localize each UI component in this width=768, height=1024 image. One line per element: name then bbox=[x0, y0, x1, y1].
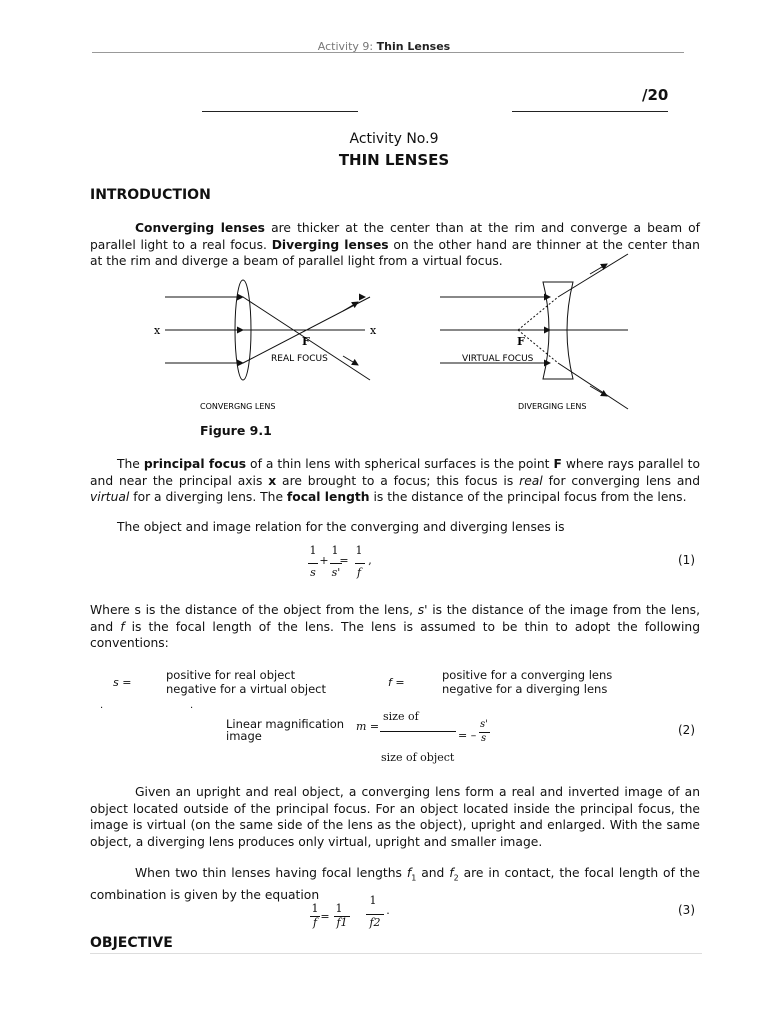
s-label: s = bbox=[113, 676, 132, 689]
eq1-comma: , bbox=[368, 554, 372, 567]
eq2-denominator: size of object bbox=[381, 751, 455, 764]
term-virtual: virtual bbox=[90, 490, 130, 504]
equation-1 bbox=[300, 542, 390, 584]
relation-intro-text: The object and image relation for the converging and diverging lenses is bbox=[117, 520, 565, 534]
p4-text-1: Where s is the distance of the object from the lens, bbox=[90, 603, 418, 617]
p2-text-4: are brought to a focus; this focus is bbox=[276, 473, 520, 488]
score-total: /20 bbox=[642, 86, 669, 104]
intro-text-1: are thicker at the center than at the rim and converge a beam of parallel light to a real focus. bbox=[90, 221, 701, 252]
term-converging: Converging lenses bbox=[135, 221, 265, 235]
figure-lenses bbox=[140, 250, 640, 420]
virtual-focus-label: VIRTUAL FOCUS bbox=[462, 354, 534, 364]
converging-lens-diagram bbox=[165, 280, 370, 380]
s-conventions bbox=[166, 668, 326, 696]
eq1-den-1: s bbox=[310, 566, 316, 579]
p4-s-prime: s' bbox=[417, 603, 428, 617]
objective-heading: OBJECTIVE bbox=[90, 935, 173, 951]
p6-sub-1: 1 bbox=[411, 873, 417, 883]
eq3-den-1: f bbox=[312, 916, 318, 929]
term-principal-focus: principal focus bbox=[143, 457, 247, 471]
p6-text-2: and bbox=[416, 866, 450, 880]
header-rule bbox=[92, 52, 684, 53]
p4-text-3: is the focal length of the lens. The lens is assumed to be thin to adopt the following conventions: bbox=[90, 619, 700, 650]
equation-2-number: (2) bbox=[678, 723, 695, 737]
eq3-num-3: 1 bbox=[369, 894, 377, 907]
p6-text-3: are in contact, the focal length of the combination is given by the equation bbox=[90, 866, 700, 902]
term-x: x bbox=[268, 473, 277, 488]
equation-3 bbox=[306, 894, 406, 934]
eq1-equals: = bbox=[339, 554, 349, 567]
intro-heading: INTRODUCTION bbox=[90, 187, 211, 203]
eq3-dot: . bbox=[386, 904, 390, 917]
header-prefix: Activity 9: bbox=[317, 40, 374, 53]
p2-text-5: for converging lens and bbox=[542, 473, 700, 488]
equation-3-number: (3) bbox=[678, 903, 695, 917]
eq2-fraction-bar bbox=[380, 731, 456, 732]
p6-text-1: When two thin lenses having focal lengths bbox=[135, 866, 407, 880]
diverging-lens-diagram bbox=[440, 254, 628, 409]
eq2-numerator: size of bbox=[383, 710, 419, 723]
p2-text-3: where rays parallel to and near the principal axis bbox=[90, 457, 700, 488]
f-negative: negative for a diverging lens bbox=[442, 682, 608, 696]
eq2-m: m = bbox=[356, 720, 380, 733]
conventions-paragraph bbox=[90, 602, 700, 652]
focus-label-virtual: F bbox=[517, 335, 525, 348]
axis-x-left: x bbox=[154, 324, 161, 337]
eq1-plus: + bbox=[319, 554, 329, 567]
term-diverging: Diverging lenses bbox=[271, 237, 389, 252]
eq2-rhs-equals: = – bbox=[458, 729, 477, 742]
p4-f: f bbox=[120, 619, 125, 634]
p4-text-2: is the distance of the image from the lens, and bbox=[90, 603, 700, 634]
term-F: F bbox=[553, 457, 562, 471]
eq1-num-3: 1 bbox=[355, 544, 363, 557]
term-focal-length: focal length bbox=[286, 490, 370, 504]
eq1-num-1: 1 bbox=[309, 544, 317, 557]
eq2-rhs-num: s' bbox=[480, 719, 488, 730]
page-bottom-rule bbox=[90, 953, 702, 954]
eq3-num-1: 1 bbox=[311, 902, 319, 915]
eq3-den-3: f2 bbox=[369, 916, 381, 929]
s-negative: negative for a virtual object bbox=[166, 682, 326, 696]
eq1-num-2: 1 bbox=[331, 544, 339, 557]
f-label: f = bbox=[388, 676, 405, 689]
axis-x-right: x bbox=[370, 324, 377, 337]
eq3-den-2: f1 bbox=[336, 916, 348, 929]
p2-text-7: is the distance of the principal focus from the lens. bbox=[369, 490, 687, 504]
s-positive: positive for real object bbox=[166, 668, 296, 682]
diverging-lens-label: DIVERGING LENS bbox=[518, 402, 587, 411]
header-title: Thin Lenses bbox=[376, 40, 451, 53]
p6-f1: f bbox=[406, 866, 412, 880]
eq1-den-3: f bbox=[356, 566, 362, 579]
magnification-label-2: image bbox=[226, 729, 262, 743]
real-focus-label: REAL FOCUS bbox=[271, 354, 328, 364]
eq3-num-2: 1 bbox=[335, 902, 343, 915]
equation-1-number: (1) bbox=[678, 553, 695, 567]
term-real: real bbox=[519, 473, 543, 488]
figure-caption: Figure 9.1 bbox=[200, 423, 272, 438]
p6-sub-2: 2 bbox=[453, 873, 459, 883]
page-title: THIN LENSES bbox=[338, 151, 450, 169]
p2-text-6: for a diverging lens. The bbox=[129, 490, 287, 504]
activity-number: Activity No.9 bbox=[349, 131, 439, 147]
name-blank-line bbox=[202, 111, 358, 112]
converging-lens-label: CONVERGNG LENS bbox=[200, 402, 276, 411]
stray-dot-1: . bbox=[100, 700, 104, 711]
principal-focus-paragraph bbox=[90, 456, 700, 506]
eq2-rhs-den: s bbox=[481, 733, 487, 744]
magnification-label bbox=[226, 718, 344, 742]
p6-f2: f bbox=[449, 866, 454, 880]
score-blank-line bbox=[512, 111, 668, 112]
f-conventions bbox=[442, 668, 612, 696]
f-positive: positive for a converging lens bbox=[442, 668, 613, 682]
eq1-den-2: s' bbox=[331, 566, 341, 579]
intro-text-2: on the other hand are thinner at the center than at the rim and diverge a beam of parallel light from a virtual focus. bbox=[90, 237, 700, 268]
p2-text-2: of a thin lens with spherical surfaces is the point bbox=[246, 457, 554, 471]
p2-text-1: The bbox=[117, 457, 144, 471]
eq3-equals: = bbox=[320, 910, 330, 923]
focus-label-real: F bbox=[302, 335, 310, 348]
stray-dot-2: . bbox=[190, 700, 194, 711]
magnification-label-1: Linear magnification bbox=[226, 717, 345, 731]
image-properties-paragraph: Given an upright and real object, a converging lens form a real and inverted image of an object located outside of the principal focus. For an object located inside the principal focus, the image is virtual (on the same side of the lens as the object), upright and enlarged. With the same object, a diverging lens produces only virtual, upright and smaller image. bbox=[90, 785, 700, 849]
